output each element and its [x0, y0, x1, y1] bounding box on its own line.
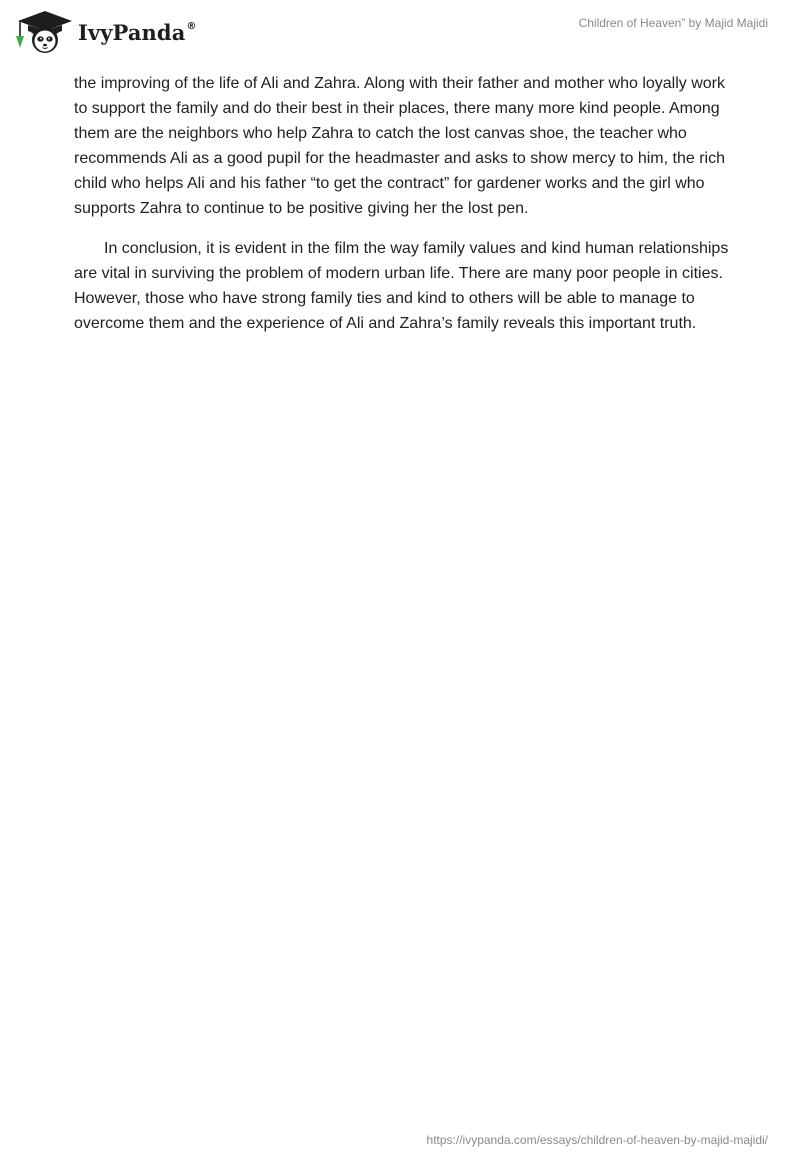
document-title: Children of Heaven” by Majid Majidi: [578, 16, 768, 30]
registered-mark: ®: [186, 20, 197, 32]
ivypanda-logo[interactable]: [14, 8, 197, 54]
essay-body: [74, 71, 734, 336]
source-url[interactable]: https://ivypanda.com/essays/children-of-heaven-by-majid-majidi/: [426, 1133, 768, 1147]
brand-name: [78, 20, 197, 45]
paragraph-continuation: the improving of the life of Ali and Zahra. Along with their father and mother who loyally work to support the family and do their best in their places, there many more kind people. Among them are the neighbors who help Zahra to catch the lost canvas shoe, the teacher who recommends Ali as a good pupil for the headmaster and asks to show mercy to him, the rich child who helps Ali and his father “to get the contract” for gardener works and the girl who supports Zahra to continue to be positive giving her the lost pen.: [74, 75, 726, 217]
page-header: [0, 0, 800, 70]
brand-name-text: IvyPanda: [78, 19, 186, 45]
panda-graduation-cap-logo-icon: [14, 8, 76, 54]
paragraph-conclusion: In conclusion, it is evident in the film the way family values and kind human relationships are vital in surviving the problem of modern urban life. There are many poor people in cities. However, those who have strong family ties and kind to others will be able to manage to overcome them and the experience of Ali and Zahra’s family reveals this important truth.: [74, 240, 729, 332]
